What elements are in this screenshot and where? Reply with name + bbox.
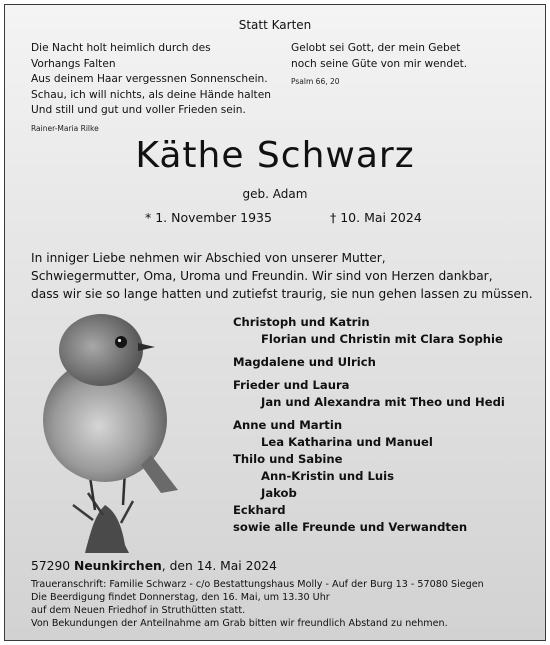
family-member-line: sowie alle Freunde und Verwandten	[233, 520, 468, 534]
intro-line: Schwiegermutter, Oma, Uroma und Freundin. Wir sind von Herzen dankbar,	[31, 269, 493, 283]
poem-line: Die Nacht holt heimlich durch des	[31, 42, 211, 54]
intro-line: In inniger Liebe nehmen wir Abschied von unserer Mutter,	[31, 251, 386, 265]
date: , den 14. Mai 2024	[161, 559, 277, 573]
poem-author: Rainer-Maria Rilke	[31, 123, 99, 133]
postcode: 57290	[31, 559, 71, 573]
place-date	[31, 559, 277, 573]
footer-line: Von Bekundungen der Anteilnahme am Grab bitten wir freundlich Abstand zu nehmen.	[31, 618, 448, 629]
rilke-poem	[31, 41, 271, 136]
family-member-line: Lea Katharina und Manuel	[261, 435, 433, 449]
death-date: † 10. Mai 2024	[330, 210, 422, 225]
intro-text	[31, 249, 533, 303]
family-member-line: Jan und Alexandra mit Theo und Hedi	[261, 395, 505, 409]
poem-line: Vorhangs Falten	[31, 57, 116, 70]
family-member-line: Florian und Christin mit Clara Sophie	[261, 332, 503, 346]
footer-line: Traueranschrift: Familie Schwarz - c/o Bestattungshaus Molly - Auf der Burg 13 - 57080 Siegen	[31, 579, 484, 590]
intro-line: dass wir sie so lange hatten und zutiefst traurig, sie nun gehen lassen zu müssen.	[31, 287, 533, 301]
robin-bird-image	[33, 305, 183, 555]
psalm-line: noch seine Güte von mir wendet.	[291, 57, 468, 70]
footer-info	[31, 578, 484, 630]
birth-name: geb. Adam	[242, 187, 308, 201]
birth-date: * 1. November 1935	[145, 210, 272, 225]
family-member-line: Christoph und Katrin	[233, 315, 370, 329]
family-list	[233, 314, 505, 536]
city: Neunkirchen	[74, 559, 162, 573]
psalm-quote	[291, 41, 467, 90]
footer-line: Die Beerdigung findet Donnerstag, den 16. Mai, um 13.30 Uhr	[31, 592, 330, 603]
deceased-name: Käthe Schwarz	[135, 135, 415, 176]
poem-line: Aus deinem Haar vergessnen Sonnenschein.	[31, 73, 268, 85]
family-member-line: Magdalene und Ulrich	[233, 355, 376, 369]
obituary-card	[4, 4, 546, 641]
footer-line: auf dem Neuen Friedhof in Struthütten statt.	[31, 605, 246, 616]
psalm-line: Gelobt sei Gott, der mein Gebet	[291, 42, 461, 54]
family-member-line: Anne und Martin	[233, 418, 343, 432]
family-member-line: Eckhard	[233, 503, 286, 517]
poem-line: Schau, ich will nichts, als deine Hände halten	[31, 88, 271, 101]
family-member-line: Thilo und Sabine	[233, 452, 343, 466]
psalm-reference: Psalm 66, 20	[291, 77, 340, 86]
poem-line: Und still und gut und voller Frieden sein.	[31, 104, 246, 116]
family-member-line: Frieder und Laura	[233, 378, 350, 392]
family-member-line: Ann-Kristin und Luis	[261, 469, 395, 483]
family-member-line: Jakob	[261, 486, 297, 500]
header-statt-karten: Statt Karten	[238, 18, 312, 32]
